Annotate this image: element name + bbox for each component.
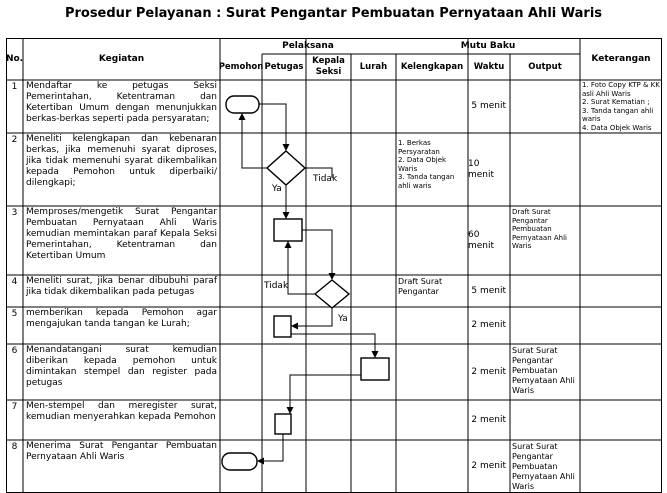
row-kelengkapan: 1. Berkas Persyaratan 2. Data Objek Waris 3. Tanda tangan ahli waris — [398, 139, 455, 190]
process-petugas-1 — [274, 219, 302, 241]
row-waktu: 2 menit — [471, 320, 506, 330]
row-no: 7 — [11, 402, 18, 412]
row-waktu: 5 menit — [471, 101, 506, 111]
flow-label-tidak: Tidak — [264, 281, 289, 291]
flow-arrow — [292, 308, 332, 326]
row-kegiatan: Men-stempel dan meregister surat, kemudian menyerahkan kepada Pemohon — [26, 401, 217, 422]
page-title: Prosedur Pelayanan : Surat Pengantar Pembuatan Pernyataan Ahli Waris — [64, 6, 603, 21]
row-no: 6 — [11, 346, 18, 356]
row-waktu: 5 menit — [471, 285, 506, 296]
header-kelengkapan: Kelengkapan — [400, 61, 464, 72]
flow-label-ya: Ya — [338, 314, 348, 324]
row-output: Surat Surat Pengantar Pembuatan Pernyataan Ahli Waris — [512, 442, 575, 491]
header-keterangan: Keterangan — [591, 53, 651, 64]
end-terminal — [222, 453, 257, 470]
header-output: Output — [528, 61, 562, 72]
row-kegiatan: Meneliti surat, jika benar dibubuhi paraf jika tidak dikembalikan pada petugas — [26, 276, 217, 297]
row-kegiatan: Mendaftar ke petugas Seksi Pemerintahan, Ketentraman dan Ketertiban Umum dengan menunjukkan berkas-berkas seperti pada persyaratan; — [26, 81, 217, 124]
row-kegiatan: Meneliti kelengkapan dan kebenaran berkas, jika memenuhi syarat diproses, jika tidak memenuhi syarat dikembalikan kepada Pemohon untuk diperbaiki/ dilengkapi; — [26, 134, 217, 188]
row-kelengkapan: Draft Surat Pengantar — [398, 277, 443, 296]
flow-arrow — [290, 375, 361, 413]
flow-label-tidak: Tidak — [313, 174, 338, 184]
header-mutu-baku: Mutu Baku — [460, 40, 516, 51]
procedure-table — [6, 38, 662, 493]
header-waktu: Waktu — [473, 61, 505, 72]
header-no: No. — [5, 53, 24, 64]
row-waktu: 10 menit — [468, 158, 495, 180]
header-kepala-seksi: Kepala Seksi — [312, 56, 345, 77]
row-no: 1 — [11, 82, 18, 92]
row-keterangan: 1. Foto Copy KTP & KK asli Ahli Waris 2. Surat Kematian ; 3. Tanda tangan ahli waris 4. Data Objek Waris — [582, 81, 660, 132]
header-petugas: Petugas — [264, 61, 304, 72]
start-terminal — [226, 96, 259, 113]
row-kegiatan: Memproses/mengetik Surat Pengantar Pembuatan Pernyataan Ahli Waris kemudian memintakan paraf Kepala Seksi Pemerintahan, Ketentraman dan Ketertiban Umum — [26, 207, 217, 261]
row-kegiatan: Menerima Surat Pengantar Pembuatan Pernyataan Ahli Waris — [26, 441, 217, 462]
row-output: Surat Surat Pengantar Pembuatan Pernyataan Ahli Waris — [512, 346, 575, 395]
decision-kasi — [315, 280, 349, 308]
row-waktu: 2 menit — [471, 366, 506, 377]
process-petugas-2 — [274, 316, 291, 337]
row-waktu: 2 menit — [471, 461, 506, 471]
flow-label-ya: Ya — [272, 184, 282, 194]
row-no: 5 — [11, 309, 18, 319]
row-no: 4 — [11, 277, 18, 287]
row-kegiatan: Menandatangani surat kemudian diberikan kepada pemohon untuk dimintakan stempel dan register pada petugas — [26, 345, 217, 388]
header-pemohon: Pemohon — [218, 61, 264, 72]
flow-arrow — [288, 242, 315, 294]
header-kegiatan: Kegiatan — [98, 53, 145, 64]
header-pelaksana: Pelaksana — [282, 40, 334, 51]
process-lurah — [361, 358, 389, 380]
row-waktu: 60 menit — [468, 229, 495, 251]
row-output: Draft Surat Pengantar Pembuatan Pernyataan Ahli Waris — [512, 208, 568, 250]
process-petugas-3 — [275, 414, 291, 434]
header-lurah: Lurah — [359, 61, 388, 72]
row-no: 3 — [11, 208, 18, 218]
row-no: 8 — [11, 442, 18, 452]
row-no: 2 — [11, 135, 18, 145]
row-kegiatan: memberikan kepada Pemohon agar mengajukan tanda tangan ke Lurah; — [26, 308, 217, 329]
row-waktu: 2 menit — [471, 414, 506, 425]
flow-arrow — [259, 104, 286, 150]
flow-arrow — [242, 114, 267, 168]
decision-petugas — [267, 151, 305, 185]
flow-arrow — [291, 334, 375, 357]
